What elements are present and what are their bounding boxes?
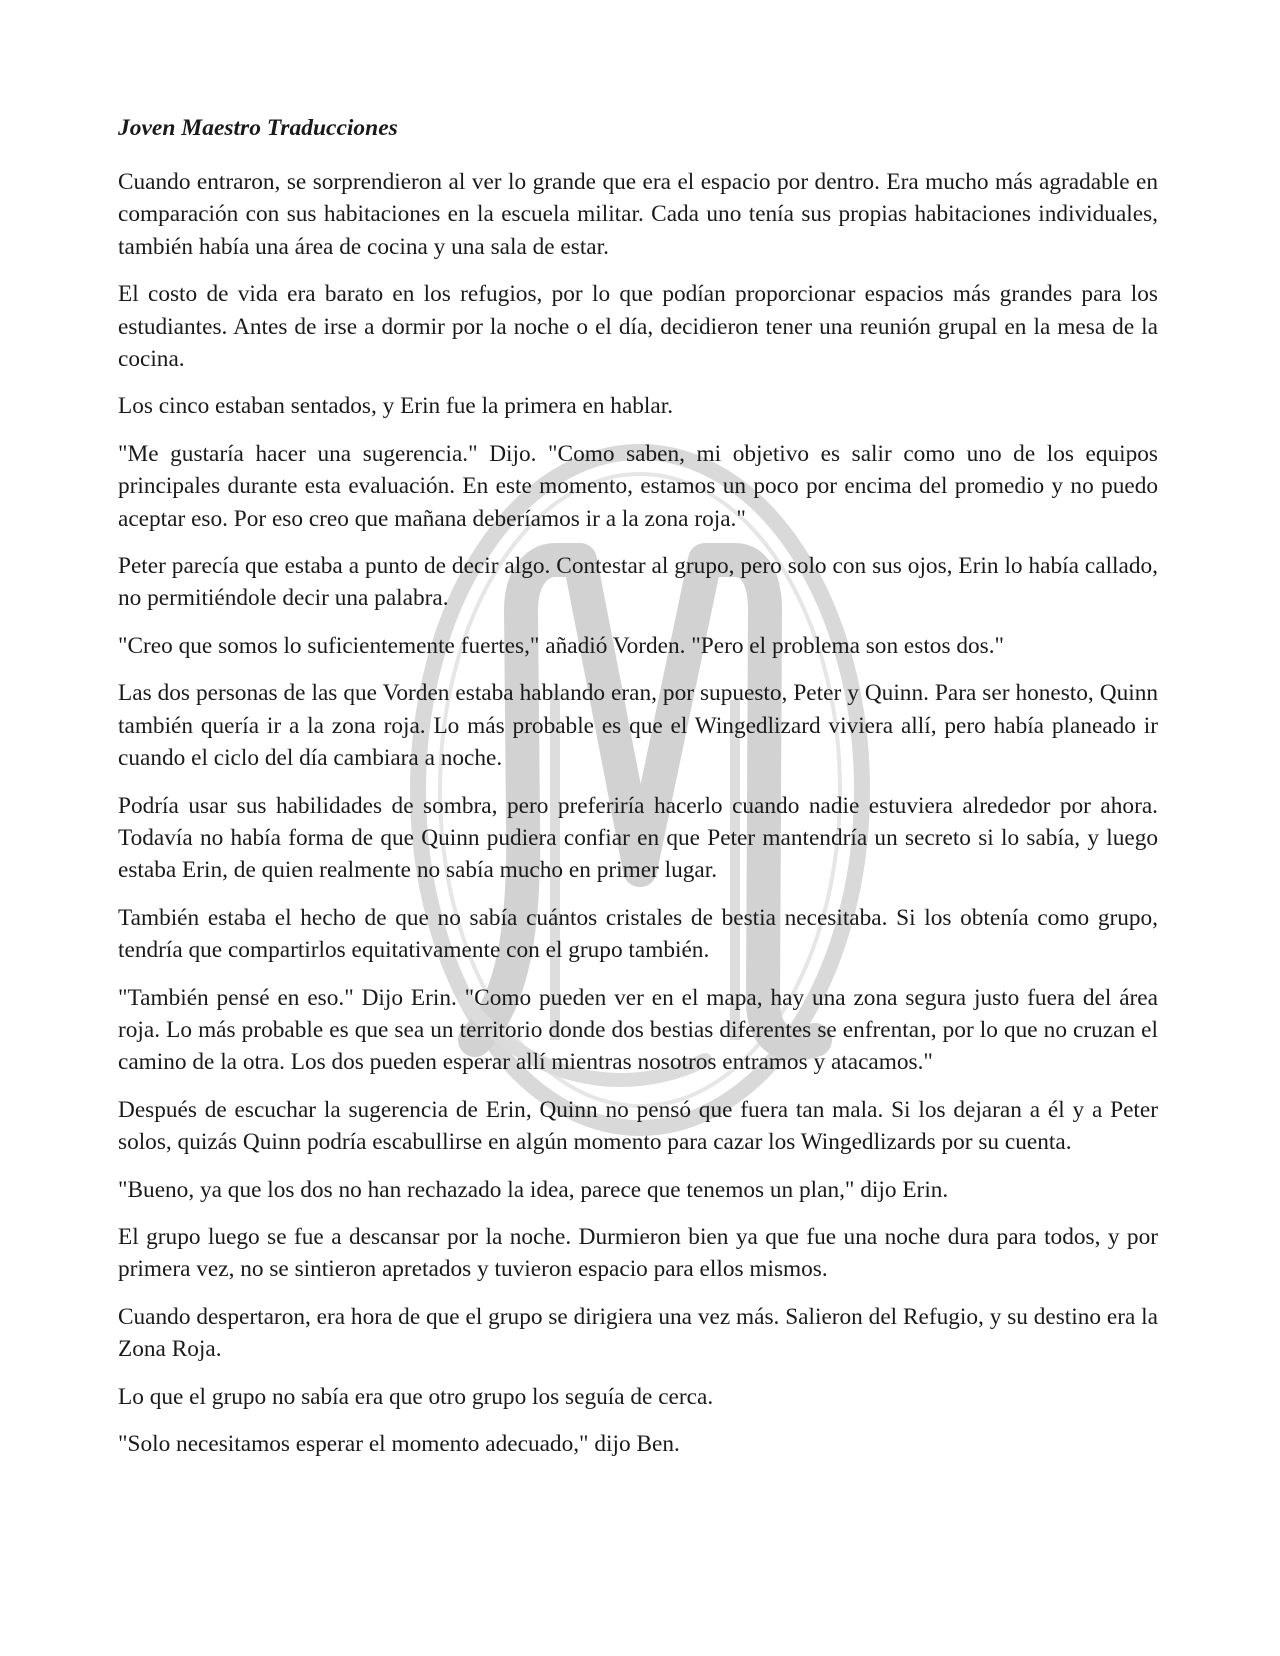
paragraph: "Solo necesitamos esperar el momento adecuado," dijo Ben. — [118, 1431, 680, 1457]
paragraph: "Bueno, ya que los dos no han rechazado la idea, parece que tenemos un plan," dijo Erin. — [118, 1176, 949, 1203]
paragraph: Cuando despertaron, era hora de que el grupo se dirigiera una vez más. Salieron del Refugio, y su destino era la Zona Roja. — [118, 1303, 1158, 1363]
paragraph: Después de escuchar la sugerencia de Erin, Quinn no pensó que fuera tan mala. Si los dejaran a él y a Peter solos, quizás Quinn podría escabullirse en algún momento para cazar los Wingedlizards por su cuenta. — [118, 1096, 1158, 1156]
paragraph: Peter parecía que estaba a punto de decir algo. Contestar al grupo, pero solo con sus ojos, Erin lo había callado, no permitiéndole decir una palabra. — [118, 553, 1158, 612]
paragraph: Cuando entraron, se sorprendieron al ver lo grande que era el espacio por dentro. Era mucho más agradable en comparación con sus habitaciones en la escuela militar. Cada uno tenía sus propias habitaciones individuales, también había una área de cocina y una sala de estar. — [118, 169, 1158, 260]
paragraph: "También pensé en eso." Dijo Erin. "Como pueden ver en el mapa, hay una zona segura justo fuera del área roja. Lo más probable es que sea un territorio donde dos bestias diferentes se enfrentan, por lo que no cruzan el camino de la otra. Los dos pueden esperar allí mientras nosotros entramos y atacamos." — [118, 984, 1158, 1076]
paragraph: "Me gustaría hacer una sugerencia." Dijo. "Como saben, mi objetivo es salir como uno de los equipos principales durante esta evaluación. En este momento, estamos un poco por encima del promedio y no puedo aceptar eso. Por eso creo que mañana deberíamos ir a la zona roja." — [118, 440, 1158, 532]
paragraph: "Creo que somos lo suficientemente fuertes," añadió Vorden. "Pero el problema son estos dos." — [118, 632, 1005, 659]
document-title: Joven Maestro Traducciones — [118, 115, 398, 141]
document-body — [118, 112, 1158, 1475]
paragraph: Las dos personas de las que Vorden estaba hablando eran, por supuesto, Peter y Quinn. Para ser honesto, Quinn también quería ir a la zona roja. Lo más probable es que el Wingedlizard viviera allí, pero había planeado ir cuando el ciclo del día cambiara a noche. — [118, 680, 1158, 772]
paragraph: Lo que el grupo no sabía era que otro grupo los seguía de cerca. — [118, 1383, 714, 1410]
paragraph: El grupo luego se fue a descansar por la noche. Durmieron bien ya que fue una noche dura para todos, y por primera vez, no se sintieron apretados y tuvieron espacio para ellos mismos. — [118, 1223, 1158, 1283]
paragraph: Podría usar sus habilidades de sombra, pero preferiría hacerlo cuando nadie estuviera alrededor por ahora. Todavía no había forma de que Quinn pudiera confiar en que Peter mantendría un secreto si lo sabía, y luego estaba Erin, de quien realmente no sabía mucho en primer lugar. — [118, 792, 1158, 884]
paragraph: El costo de vida era barato en los refugios, por lo que podían proporcionar espacios más grandes para los estudiantes. Antes de irse a dormir por la noche o el día, decidieron tener una reunión grupal en la mesa de la cocina. — [118, 281, 1158, 373]
paragraph: También estaba el hecho de que no sabía cuántos cristales de bestia necesitaba. Si los obtenía como grupo, tendría que compartirlos equitativamente con el grupo también. — [118, 904, 1158, 964]
paragraph: Los cinco estaban sentados, y Erin fue la primera en hablar. — [118, 393, 674, 420]
